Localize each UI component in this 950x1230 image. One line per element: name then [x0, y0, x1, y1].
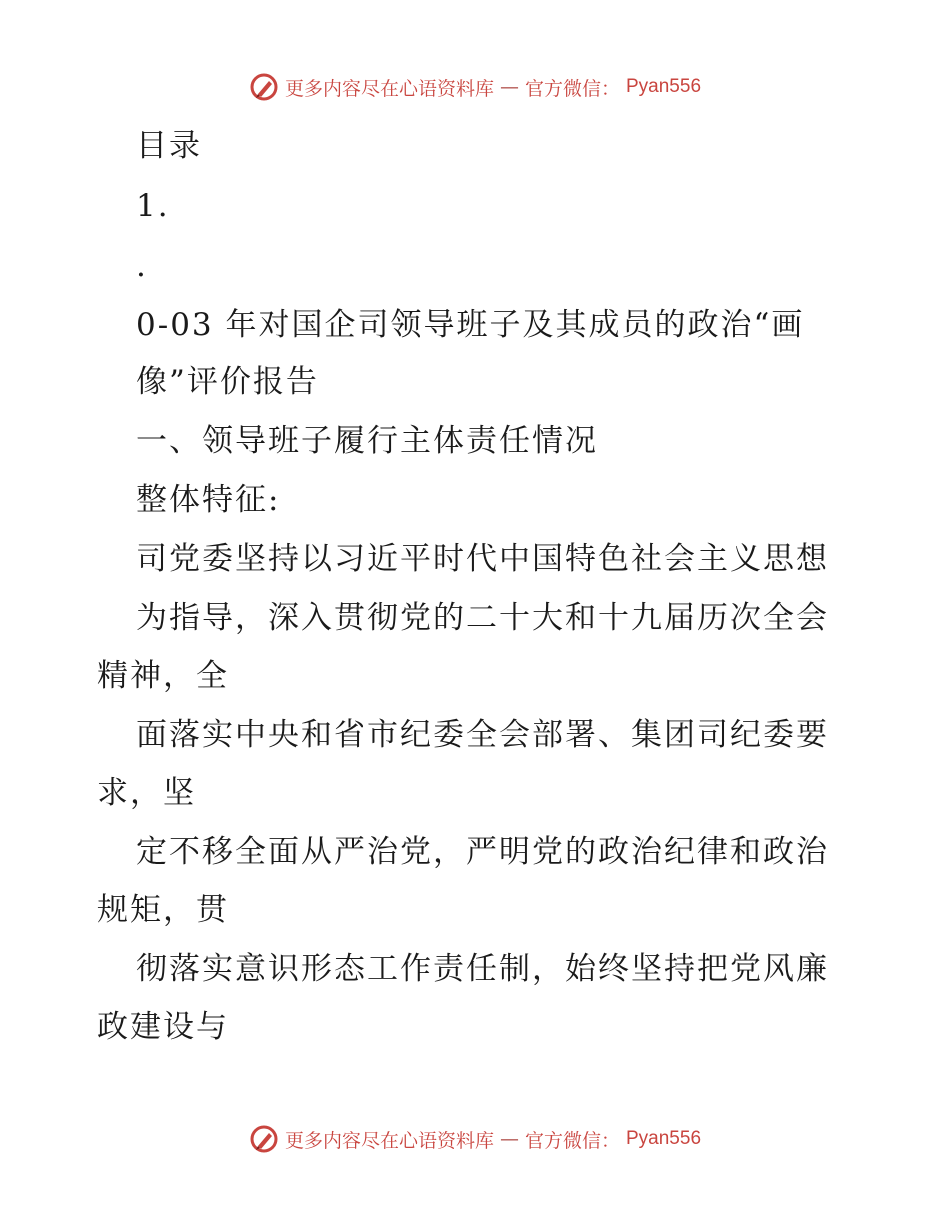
watermark-wechat-id: Pyan556 — [626, 76, 702, 97]
watermark-brand: 更多内容尽在心语资料库 — [284, 77, 494, 100]
pen-logo-icon — [249, 1124, 279, 1154]
toc-item-dot: . — [136, 248, 148, 284]
watermark-wechat-id: Pyan556 — [626, 1128, 702, 1149]
toc-item-number: 1. — [136, 188, 170, 224]
paragraph-line: 政建设与 — [97, 1009, 229, 1045]
subsection-heading: 整体特征: — [136, 482, 281, 518]
watermark-brand: 更多内容尽在心语资料库 — [284, 1129, 494, 1152]
watermark-label: 官方微信： — [524, 1129, 620, 1152]
paragraph-line: 为指导，深入贯彻党的二十大和十九届历次全会 — [136, 600, 829, 636]
footer-watermark — [0, 1124, 950, 1154]
paragraph-line: 定不移全面从严治党，严明党的政治纪律和政治 — [136, 834, 829, 870]
pen-logo-icon — [249, 72, 279, 102]
report-title-line-2: 像”评价报告 — [136, 364, 319, 400]
paragraph-line: 规矩，贯 — [97, 892, 229, 928]
toc-heading: 目录 — [136, 128, 202, 164]
paragraph-line: 彻落实意识形态工作责任制，始终坚持把党风廉 — [136, 951, 829, 987]
watermark-label: 官方微信： — [524, 77, 620, 100]
paragraph-line: 面落实中央和省市纪委全会部署、集团司纪委要 — [136, 717, 829, 753]
section-heading: 一、领导班子履行主体责任情况 — [136, 423, 598, 459]
watermark-separator: — — [499, 1128, 519, 1150]
watermark-separator: — — [499, 76, 519, 98]
paragraph-line: 精神，全 — [97, 658, 229, 694]
report-title-line-1: 0-03 年对国企司领导班子及其成员的政治“画 — [136, 307, 805, 343]
paragraph-line: 求，坚 — [97, 775, 196, 811]
header-watermark — [0, 72, 950, 102]
paragraph-line: 司党委坚持以习近平时代中国特色社会主义思想 — [136, 541, 829, 577]
